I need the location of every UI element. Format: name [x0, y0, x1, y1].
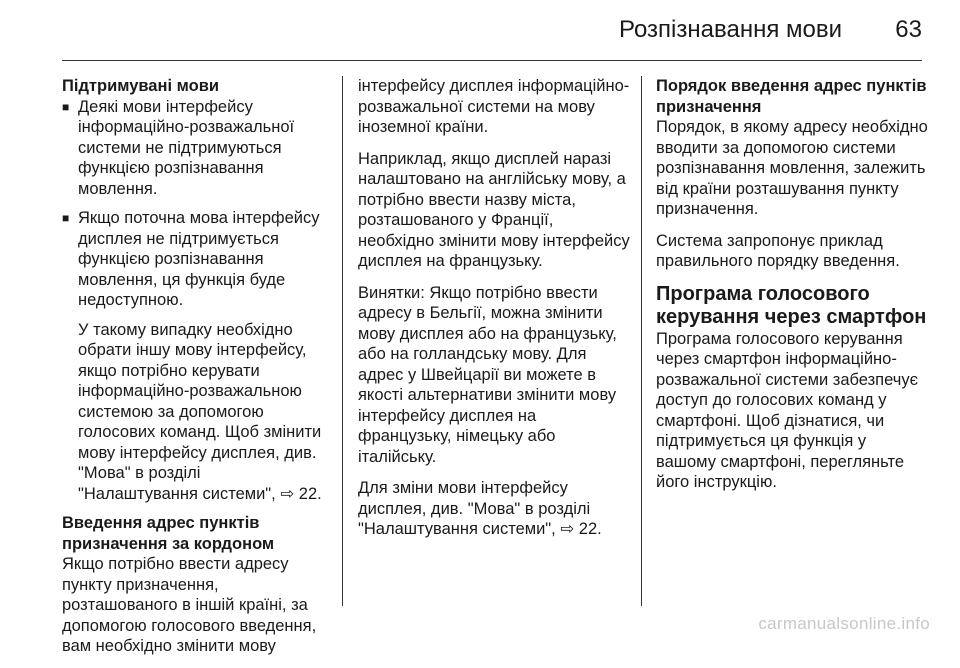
paragraph: Якщо потрібно ввести адресу пункту призначення, розташованого в іншій країні, за допомогою голосового введення, вам необхідно змінити мову	[62, 555, 317, 655]
indented-text: У такому випадку необхідно обрати іншу мову інтерфейсу, якщо потрібно керувати інформаційно-розважальною системою за допомогою голосових команд. Щоб змінити мову інтерфейсу дисплея, див. "Мова" в розділі "Налаштування системи",	[78, 320, 322, 503]
section-heading-address-order: Порядок введення адрес пунктів призначення	[656, 77, 927, 116]
paragraph	[358, 478, 630, 540]
section-heading-foreign-addresses: Введення адрес пунктів призначення за кордоном	[62, 514, 275, 553]
square-bullet-icon: ■	[62, 99, 70, 114]
column-2	[358, 76, 630, 551]
page-reference[interactable]: 22.	[578, 520, 602, 538]
header-divider	[62, 60, 922, 61]
paragraph: Порядок, в якому адресу необхідно вводити за допомогою системи розпізнавання мовлення, залежить від країни розташування пункту призначення.	[656, 118, 928, 218]
column-1	[62, 76, 324, 668]
paragraph: Програма голосового керування через смартфон інформаційно-розважальної системи забезпечує доступ до голосових команд у смартфоні. Щоб дізнатися, чи підтримується ця функція у вашому смартфоні, перегляньте його інструкцію.	[656, 329, 919, 491]
paragraph: Наприклад, якщо дисплей наразі налаштовано на англійську мову, а потрібно ввести назву міста, розташованого у Франції, необхідно змінити мову інтерфейсу дисплея на французьку.	[358, 149, 630, 270]
page-title: Розпізнавання мови	[619, 16, 842, 43]
bullet-text: Деякі мови інтерфейсу інформаційно-розважальної системи не підтримуються функцією розпізнавання мовлення.	[78, 97, 295, 198]
page-number: 63	[895, 16, 922, 43]
watermark: carmanualsonline.info	[758, 614, 930, 633]
page-reference[interactable]: 22.	[298, 484, 322, 503]
paragraph: Система запропонує приклад правильного порядку введення.	[656, 231, 900, 270]
paragraph-text: Для зміни мови інтерфейсу дисплея, див. "Мова" в розділі "Налаштування системи",	[358, 479, 591, 538]
page-reference-arrow-icon: ⇨	[280, 484, 299, 503]
page-header	[0, 0, 960, 60]
bullet-text: Якщо поточна мова інтерфейсу дисплея не підтримується функцією розпізнавання мовлення, ця функція буде недоступною.	[78, 209, 320, 309]
column-3	[656, 76, 928, 504]
square-bullet-icon: ■	[62, 211, 70, 225]
paragraph: Винятки: Якщо потрібно ввести адресу в Бельгії, можна змінити мову дисплея або на французьку, або на голландську мову. Для адрес у Швейцарії ви можете в якості альтернативи змінити мову інтерфейсу дисплея на французьку, німецьку або італійську.	[358, 283, 617, 466]
indented-paragraph	[62, 320, 324, 505]
paragraph: інтерфейсу дисплея інформаційно-розважальної системи на мову іноземної країни.	[358, 77, 630, 136]
list-item	[62, 97, 324, 200]
column-divider-1	[342, 76, 343, 606]
section-heading-smartphone-voice: Програма голосового керування через смартфон	[656, 282, 927, 328]
column-divider-2	[641, 76, 642, 606]
section-heading-supported-languages: Підтримувані мови	[62, 77, 219, 95]
list-item	[62, 208, 324, 311]
page-reference-arrow-icon: ⇨	[560, 520, 579, 538]
